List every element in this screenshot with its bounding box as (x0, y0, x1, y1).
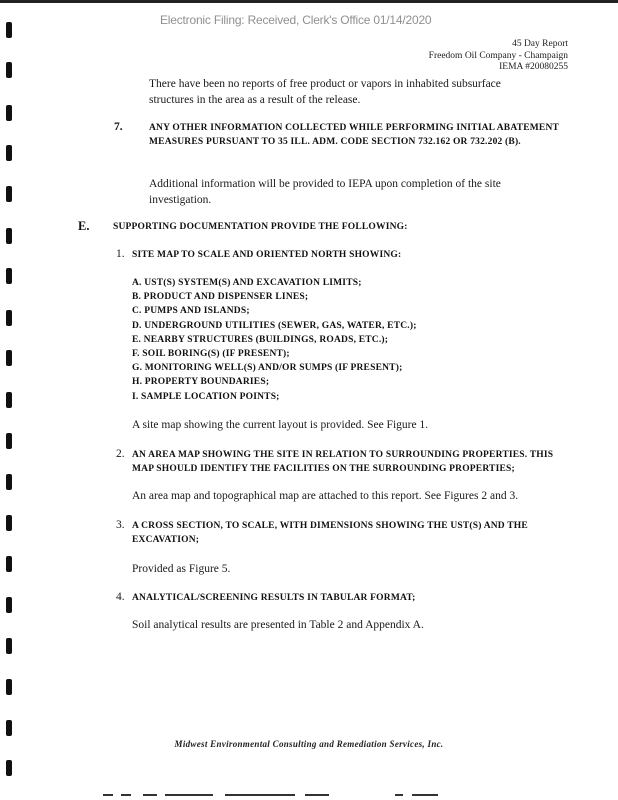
item-3-number: 3. (116, 519, 125, 531)
item-1-number: 1. (116, 248, 125, 260)
binder-hole (6, 515, 12, 531)
binder-hole (6, 679, 12, 695)
item-7-body: Additional information will be provided to IEPA upon completion of the site investigation. (149, 178, 501, 206)
item-2-heading: AN AREA MAP SHOWING THE SITE IN RELATION TO SURROUNDING PROPERTIES. THIS MAP SHOULD IDENTIFY THE FACILITIES ON THE SURROUNDING PROPERTIES; (132, 450, 554, 474)
company-footer: Midwest Environmental Consulting and Remediation Services, Inc. (174, 739, 444, 749)
sublist-item: F. SOIL BORING(S) (IF PRESENT); (132, 349, 290, 360)
sublist-item: D. UNDERGROUND UTILITIES (SEWER, GAS, WATER, ETC.); (132, 320, 417, 331)
binder-hole (6, 62, 12, 78)
item-1-sublist (132, 276, 492, 404)
scan-dash (225, 794, 295, 796)
binder-hole (6, 720, 12, 736)
item-7-heading: ANY OTHER INFORMATION COLLECTED WHILE PERFORMING INITIAL ABATEMENT MEASURES PURSUANT TO 35 ILL. ADM. CODE SECTION 732.162 OR 732.202 (B). (149, 123, 559, 147)
item-1-body: A site map showing the current layout is provided. See Figure 1. (132, 419, 429, 431)
binder-hole (6, 597, 12, 613)
binder-hole (6, 392, 12, 408)
scan-dash (305, 794, 329, 796)
item-4-heading: ANALYTICAL/SCREENING RESULTS IN TABULAR FORMAT; (132, 593, 416, 603)
item-7-number: 7. (114, 121, 123, 133)
item-3-body: Provided as Figure 5. (132, 563, 231, 575)
sublist-item: A. UST(S) SYSTEM(S) AND EXCAVATION LIMITS; (132, 278, 362, 288)
binder-hole (6, 268, 12, 284)
page-top-border (0, 0, 618, 3)
scan-dash (412, 794, 438, 796)
sublist-item: H. PROPERTY BOUNDARIES; (132, 377, 270, 388)
binder-hole (6, 310, 12, 326)
binder-hole (6, 145, 12, 161)
sublist-item: E. NEARBY STRUCTURES (BUILDINGS, ROADS, ETC.); (132, 334, 389, 345)
binder-hole (6, 474, 12, 490)
sublist-item: C. PUMPS AND ISLANDS; (132, 306, 250, 317)
item-2-body: An area map and topographical map are attached to this report. See Figures 2 and 3. (132, 490, 519, 502)
sublist-item: B. PRODUCT AND DISPENSER LINES; (132, 292, 309, 303)
item-1-heading: SITE MAP TO SCALE AND ORIENTED NORTH SHOWING: (132, 250, 402, 260)
filing-stamp-text: Electronic Filing: Received, Clerk's Office 01/14/2020 (160, 13, 432, 27)
item-4-body: Soil analytical results are presented in Table 2 and Appendix A. (132, 619, 424, 631)
report-iema-number: IEMA #20080255 (499, 62, 568, 72)
binder-hole (6, 228, 12, 244)
report-title: 45 Day Report (512, 39, 568, 49)
scan-dash (395, 794, 403, 796)
binder-hole (6, 556, 12, 572)
binder-hole (6, 760, 12, 776)
scan-dash (143, 794, 157, 796)
item-3-heading: A CROSS SECTION, TO SCALE, WITH DIMENSIONS SHOWING THE UST(S) AND THE EXCAVATION; (132, 521, 528, 545)
binder-hole (6, 22, 12, 38)
report-header (429, 39, 568, 74)
binder-hole (6, 433, 12, 449)
filing-stamp (160, 13, 431, 27)
binder-hole (6, 186, 12, 202)
sublist-item: G. MONITORING WELL(S) AND/OR SUMPS (IF PRESENT); (132, 363, 403, 374)
item-4-number: 4. (116, 591, 125, 603)
scan-dash (121, 794, 131, 796)
section-e-letter: E. (78, 219, 90, 233)
binder-hole (6, 350, 12, 366)
item-2-number: 2. (116, 448, 125, 460)
scan-dash (165, 794, 213, 796)
section-e-heading: SUPPORTING DOCUMENTATION PROVIDE THE FOLLOWING: (113, 222, 408, 232)
report-company: Freedom Oil Company - Champaign (428, 50, 568, 61)
binder-hole (6, 105, 12, 121)
binder-hole (6, 638, 12, 654)
intro-paragraph: There have been no reports of free product or vapors in inhabited subsurface structures in the area as a result of the release. (149, 78, 501, 106)
sublist-item: I. SAMPLE LOCATION POINTS; (132, 391, 280, 402)
scan-dash (103, 794, 113, 796)
